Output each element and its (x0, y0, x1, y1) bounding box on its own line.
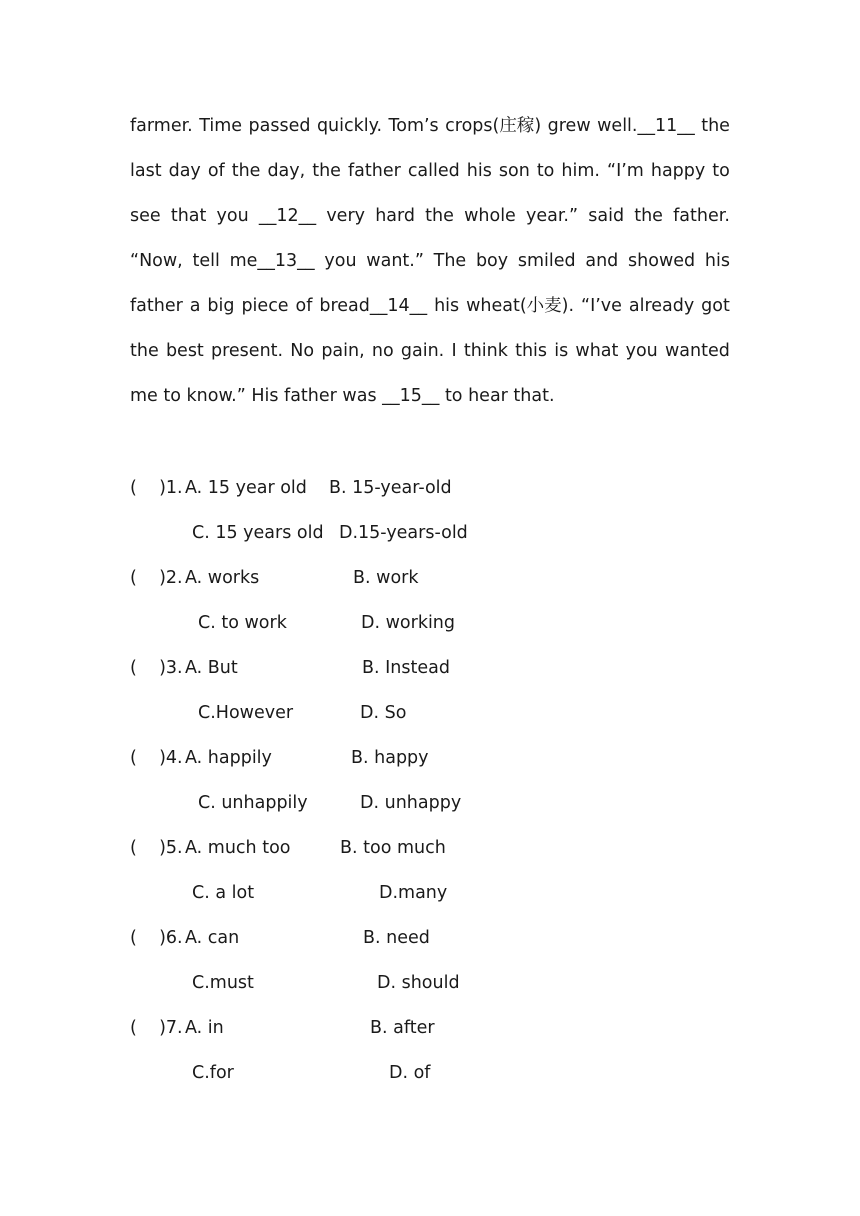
question-3-option-a: A. But (185, 658, 238, 678)
passage-word: whole (464, 206, 516, 226)
passage-word: his (466, 161, 492, 181)
passage-word: his (704, 251, 730, 271)
passage-word: big (207, 296, 235, 316)
question-2-option-b: B. work (353, 568, 419, 588)
passage-word: no (371, 341, 394, 361)
passage-word: No (290, 341, 315, 361)
passage-word: present. (211, 341, 284, 361)
question-2-bracket: ( )2. (130, 568, 183, 588)
passage-word: “I’ve (581, 296, 622, 316)
passage-word: the (425, 206, 454, 226)
question-6-option-d: D. should (377, 973, 460, 993)
passage-word: you (625, 341, 658, 361)
passage-word: well.__11__ (597, 116, 695, 136)
passage-word: quickly. (316, 116, 383, 136)
question-7-option-c: C.for (192, 1063, 234, 1083)
passage-word: think (463, 341, 508, 361)
passage-line (130, 239, 730, 284)
passage-word: and (585, 251, 619, 271)
passage-word: is (554, 341, 569, 361)
passage-word: day (168, 161, 201, 181)
question-4-bracket: ( )4. (130, 748, 183, 768)
question-4-option-a: A. happily (185, 748, 272, 768)
passage-word: already (628, 296, 695, 316)
passage-word: me__13__ (229, 251, 315, 271)
passage-word: grew (547, 116, 591, 136)
question-3-bracket: ( )3. (130, 658, 183, 678)
question-1-option-b: B. 15-year-old (329, 478, 452, 498)
passage (130, 104, 730, 419)
passage-word: father (347, 161, 401, 181)
passage-word: Tom’s (388, 116, 439, 136)
passage-word: I (451, 341, 457, 361)
passage-word: the (634, 206, 663, 226)
question-1-bracket: ( )1. (130, 478, 183, 498)
passage-word: hard (375, 206, 415, 226)
passage-word: wheat(小麦). (466, 296, 575, 316)
question-2-option-a: A. works (185, 568, 260, 588)
question-5-bracket: ( )5. (130, 838, 183, 858)
passage-word: what (575, 341, 619, 361)
passage-word: got (701, 296, 730, 316)
question-5-option-a: A. much too (185, 838, 291, 858)
passage-word: want.” (366, 251, 424, 271)
passage-word: to (536, 161, 555, 181)
passage-word: best (165, 341, 204, 361)
question-1-option-a: A. 15 year old (185, 478, 307, 498)
passage-word: the (130, 341, 159, 361)
passage-word: happy (650, 161, 706, 181)
passage-word: his (434, 296, 460, 316)
question-1-option-c: C. 15 years old (192, 523, 324, 543)
passage-word: of (295, 296, 313, 316)
passage-word: “I’m (607, 161, 644, 181)
question-2-option-d: D. working (361, 613, 456, 633)
passage-line (130, 194, 730, 239)
passage-word: the (701, 116, 730, 136)
passage-line (130, 284, 730, 329)
passage-line (130, 329, 730, 374)
passage-word: last (130, 161, 162, 181)
passage-word: that (170, 206, 207, 226)
passage-word: The (433, 251, 467, 271)
passage-word: the (312, 161, 341, 181)
passage-word: this (515, 341, 548, 361)
passage-word: pain, (321, 341, 365, 361)
passage-word: you (216, 206, 249, 226)
question-3-option-d: D. So (360, 703, 407, 723)
passage-word: bread__14__ (319, 296, 428, 316)
question-4-option-b: B. happy (351, 748, 429, 768)
passage-word: day, (267, 161, 306, 181)
question-6-option-a: A. can (185, 928, 240, 948)
question-7-option-d: D. of (389, 1063, 431, 1083)
passage-word: you (324, 251, 357, 271)
passage-word: crops(庄稼) (445, 116, 542, 136)
question-7-option-b: B. after (370, 1018, 435, 1038)
question-4-option-d: D. unhappy (360, 793, 462, 813)
passage-word: see (130, 206, 161, 226)
passage-word: son (498, 161, 530, 181)
question-6-option-b: B. need (363, 928, 430, 948)
question-7-option-a: A. in (185, 1018, 224, 1038)
passage-word: smiled (517, 251, 576, 271)
question-1-option-d: D.15-years-old (339, 523, 468, 543)
passage-word: said (588, 206, 625, 226)
question-5-option-c: C. a lot (192, 883, 255, 903)
passage-word: father. (673, 206, 730, 226)
passage-word: piece (241, 296, 289, 316)
passage-word: very (326, 206, 366, 226)
question-6-option-c: C.must (192, 973, 254, 993)
passage-word: of (207, 161, 225, 181)
passage-word: farmer. (130, 116, 193, 136)
question-5-option-b: B. too much (340, 838, 446, 858)
passage-word: “Now, (130, 251, 183, 271)
passage-word: called (407, 161, 460, 181)
passage-word: showed (628, 251, 696, 271)
passage-word: gain. (400, 341, 445, 361)
question-7-bracket: ( )7. (130, 1018, 183, 1038)
passage-word: boy (475, 251, 509, 271)
passage-word: him. (561, 161, 600, 181)
question-5-option-d: D.many (379, 883, 448, 903)
passage-word: __12__ (258, 206, 317, 226)
passage-word: the (231, 161, 261, 181)
passage-line (130, 104, 730, 149)
passage-line: me to know.” His father was __15__ to hear that. (130, 386, 555, 406)
passage-word: a (189, 296, 201, 316)
passage-word: to (712, 161, 730, 181)
question-3-option-c: C.However (198, 703, 294, 723)
question-3-option-b: B. Instead (362, 658, 450, 678)
passage-line (130, 149, 730, 194)
passage-word: Time (199, 116, 243, 136)
passage-word: father (130, 296, 183, 316)
question-6-bracket: ( )6. (130, 928, 183, 948)
passage-word: wanted (664, 341, 730, 361)
passage-word: tell (192, 251, 220, 271)
passage-word: passed (248, 116, 311, 136)
passage-word: year.” (526, 206, 579, 226)
question-4-option-c: C. unhappily (198, 793, 308, 813)
question-2-option-c: C. to work (198, 613, 287, 633)
